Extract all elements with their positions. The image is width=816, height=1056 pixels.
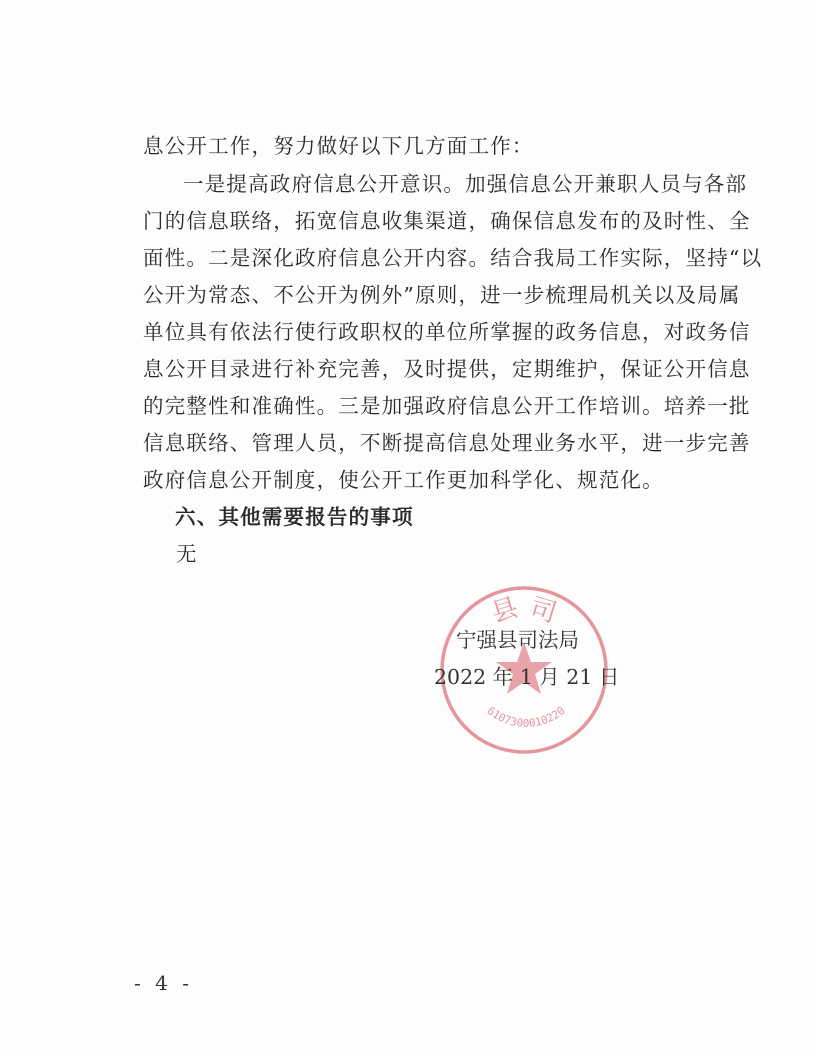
seal-code-text: 6107300010220: [484, 704, 568, 730]
body-line-8: 的完整性和准确性。三是加强政府信息公开工作培训。培养一批: [143, 394, 751, 418]
body-line-6: 单位具有依法行使行政职权的单位所掌握的政务信息，对政务信: [143, 320, 751, 344]
body-line-5: 公开为常态、不公开为例外”原则，进一步梳理局机关以及局属: [143, 283, 741, 307]
section-content: 无: [176, 542, 197, 566]
body-line-2: 一是提高政府信息公开意识。加强信息公开兼职人员与各部: [183, 172, 748, 196]
section-heading: 六、其他需要报告的事项: [175, 505, 414, 529]
body-line-7: 息公开目录进行补充完善，及时提供，定期维护，保证公开信息: [143, 357, 751, 381]
body-line-3: 门的信息联络，拓宽信息收集渠道，确保信息发布的及时性、全: [143, 209, 751, 233]
body-line-9: 信息联络、管理人员，不断提高信息处理业务水平，进一步完善: [143, 431, 751, 455]
signature-date: 2022 年 1 月 21 日: [434, 665, 620, 689]
signature-org: 宁强县司法局: [456, 628, 579, 652]
body-line-10: 政府信息公开制度，使公开工作更加科学化、规范化。: [143, 468, 664, 492]
body-line-4: 面性。二是深化政府信息公开内容。结合我局工作实际，坚持“以: [143, 246, 763, 270]
body-line-1: 息公开工作，努力做好以下几方面工作：: [143, 134, 534, 158]
seal-top-text: 县 司: [488, 592, 560, 629]
svg-text:6107300010220: [484, 704, 567, 730]
page-number: - 4 -: [134, 971, 193, 995]
